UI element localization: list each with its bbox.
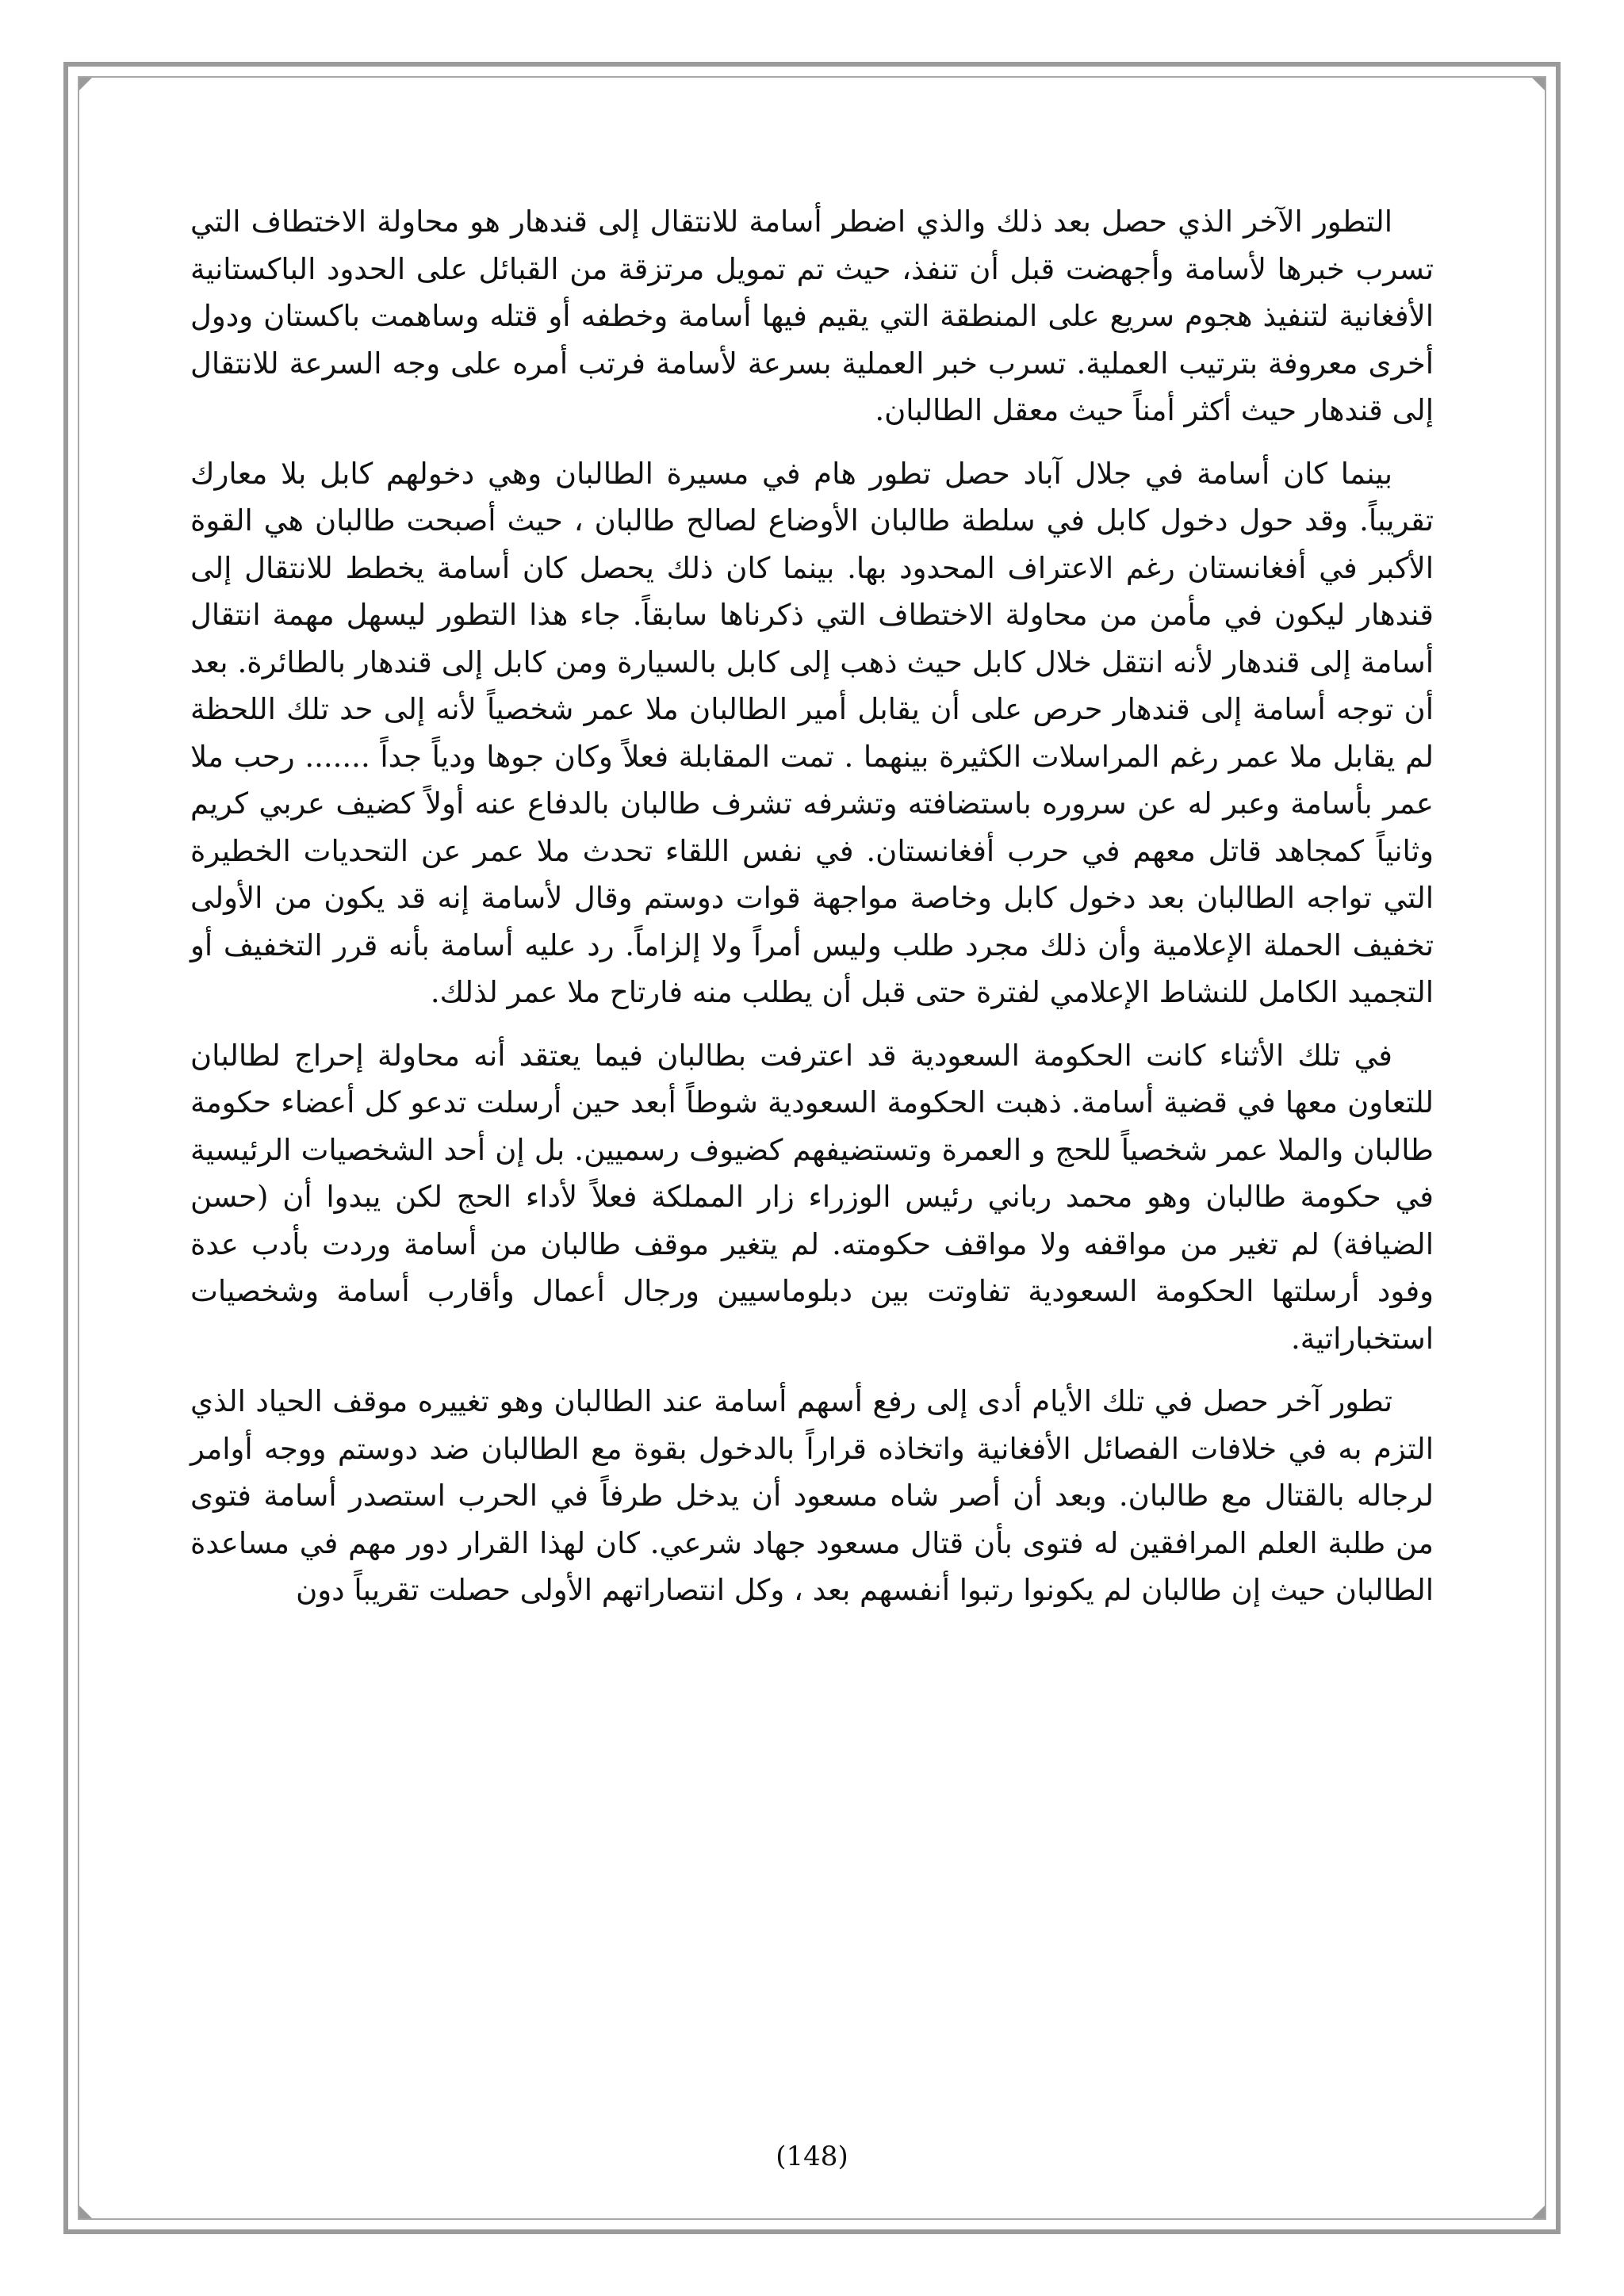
paragraph: في تلك الأثناء كانت الحكومة السعودية قد اعترفت بطالبان فيما يعتقد أنه محاولة إحراج لطالبان للتعاون معها في قضية أسامة. ذهبت الحكومة السعودية شوطاً أبعد حين أرسلت تدعو كل أعضاء حكومة طالبان والملا عمر شخصياً للحج و العمرة وتستضيفهم كضيوف رسميين. بل إن أحد الشخصيات الرئيسية في حكومة طالبان وهو محمد رباني رئيس الوزراء زار المملكة فعلاً لأداء الحج لكن يبدوا أن (حسن الضيافة) لم تغير من مواقفه ولا مواقف حكومته. لم يتغير موقف طالبان من أسامة وردت بأدب عدة وفود أرسلتها الحكومة السعودية تفاوتت بين دبلوماسيين ورجال أعمال وأقارب أسامة وشخصيات استخباراتية.: [190, 1038, 1434, 1356]
document-body: [190, 198, 1434, 1630]
page-number: (148): [776, 2141, 848, 2172]
paragraph: التطور الآخر الذي حصل بعد ذلك والذي اضطر أسامة للانتقال إلى قندهار هو محاولة الاختطاف التي تسرب خبرها لأسامة وأجهضت قبل أن تنفذ، حيث تم تمويل مرتزقة من القبائل على الحدود الباكستانية الأفغانية لتنفيذ هجوم سريع على المنطقة التي يقيم فيها أسامة وخطفه أو قتله وساهمت باكستان ودول أخرى معروفة بترتيب العملية. تسرب خبر العملية بسرعة لأسامة فرتب أمره على وجه السرعة للانتقال إلى قندهار حيث أكثر أمناً حيث معقل الطالبان.: [190, 205, 1434, 427]
corner-ornament: [1532, 2206, 1545, 2218]
corner-ornament: [79, 2206, 92, 2218]
corner-ornament: [1532, 78, 1545, 90]
corner-ornament: [79, 78, 92, 90]
paragraph: بينما كان أسامة في جلال آباد حصل تطور هام في مسيرة الطالبان وهي دخولهم كابل بلا معارك تقريباً. وقد حول دخول كابل في سلطة طالبان الأوضاع لصالح طالبان ، حيث أصبحت طالبان هي القوة الأكبر في أفغانستان رغم الاعتراف المحدود بها. بينما كان ذلك يحصل كان أسامة يخطط للانتقال إلى قندهار ليكون في مأمن من محاولة الاختطاف التي ذكرناها سابقاً. جاء هذا التطور ليسهل مهمة انتقال أسامة إلى قندهار لأنه انتقل خلال كابل حيث ذهب إلى كابل بالسيارة ومن كابل إلى قندهار بالطائرة. بعد أن توجه أسامة إلى قندهار حرص على أن يقابل أمير الطالبان ملا عمر شخصياً لأنه إلى حد تلك اللحظة لم يقابل ملا عمر رغم المراسلات الكثيرة بينهما . تمت المقابلة فعلاً وكان جوها ودياً جداً ....... رحب ملا عمر بأسامة وعبر له عن سروره باستضافته وتشرفه تشرف طالبان بالدفاع عنه أولاً كضيف عربي كريم وثانياً كمجاهد قاتل معهم في حرب أفغانستان. في نفس اللقاء تحدث ملا عمر عن التحديات الخطيرة التي تواجه الطالبان بعد دخول كابل وخاصة مواجهة قوات دوستم وقال لأسامة إنه قد يكون من الأولى تخفيف الحملة الإعلامية وأن ذلك مجرد طلب وليس أمراً ولا إلزاماً. رد عليه أسامة بأنه قرر التخفيف أو التجميد الكامل للنشاط الإعلامي لفترة حتى قبل أن يطلب منه فارتاح ملا عمر لذلك.: [190, 456, 1434, 1009]
paragraph: تطور آخر حصل في تلك الأيام أدى إلى رفع أسهم أسامة عند الطالبان وهو تغييره موقف الحياد الذي التزم به في خلافات الفصائل الأفغانية واتخاذه قراراً بالدخول بقوة مع الطالبان ضد دوستم ووجه أوامر لرجاله بالقتال مع طالبان. وبعد أن أصر شاه مسعود أن يدخل طرفاً في الحرب استصدر أسامة فتوى من طلبة العلم المرافقين له فتوى بأن قتال مسعود جهاد شرعي. كان لهذا القرار دور مهم في مساعدة الطالبان حيث إن طالبان لم يكونوا رتبوا أنفسهم بعد ، وكل انتصاراتهم الأولى حصلت تقريباً دون: [190, 1384, 1434, 1607]
